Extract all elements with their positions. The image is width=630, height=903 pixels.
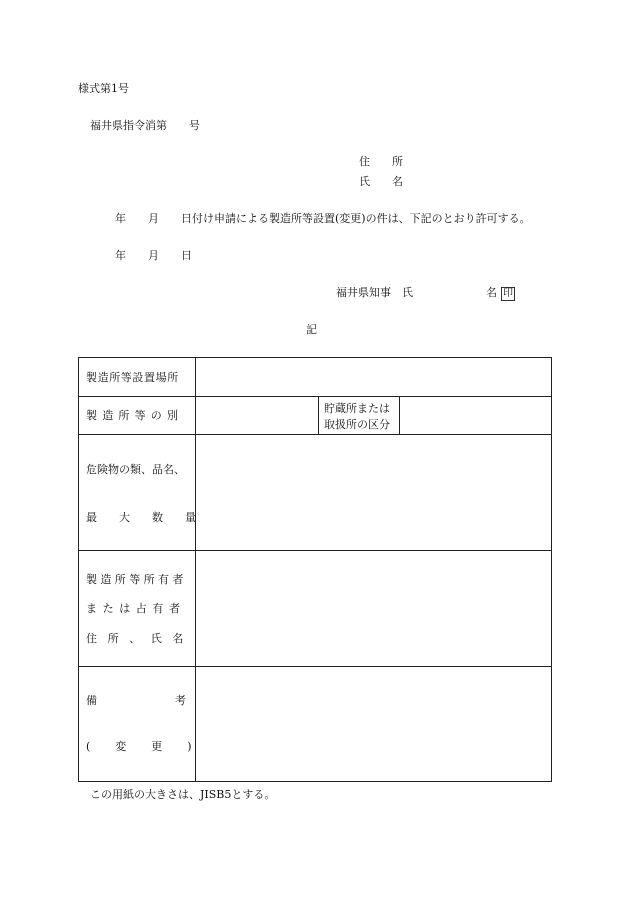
remarks-label: 備考 (86, 694, 264, 707)
type-label: 製造所等の別 (86, 409, 184, 422)
owner-label-line3: 住所、氏名 (86, 632, 194, 645)
hazmat-label-line1: 危険物の類、品名、 (86, 463, 185, 476)
remarks-sub-label: (変更) (86, 740, 217, 753)
governor-name-suffix: 名 (486, 286, 497, 299)
governor-title: 福井県知事 氏 (336, 286, 413, 299)
storage-label-line1: 貯蔵所または (324, 402, 390, 415)
column-divider (318, 396, 319, 434)
row-divider (79, 666, 551, 667)
address-label: 住 所 (359, 155, 403, 168)
ki-heading: 記 (306, 323, 317, 336)
column-divider (399, 396, 400, 434)
storage-label-line2: 取扱所の区分 (324, 418, 390, 431)
row-divider (79, 434, 551, 435)
owner-label-line2: または占有者 (86, 602, 186, 615)
seal-mark: 印 (503, 288, 513, 299)
type-value (201, 402, 313, 430)
storage-value (405, 402, 545, 430)
hazmat-value (201, 440, 547, 544)
date-line: 年 月 日 (115, 249, 192, 262)
column-divider (195, 358, 196, 781)
hazmat-label-line2: 最大数量 (86, 511, 218, 524)
permit-table (78, 357, 552, 782)
body-text: 年 月 日付け申請による製造所等設置(変更)の件は、下記のとおり許可する。 (115, 212, 531, 225)
name-label: 氏 名 (359, 175, 403, 188)
location-value (201, 364, 551, 392)
owner-label-line1: 製造所等所有者 (86, 573, 187, 586)
location-label: 製造所等設置場所 (86, 371, 179, 384)
footer-note: この用紙の大きさは、JISB5とする。 (90, 788, 276, 801)
remarks-value (201, 672, 547, 776)
row-divider (79, 396, 551, 397)
issuance-number: 福井県指令消第 号 (90, 119, 200, 132)
governor-name-block (486, 287, 515, 301)
form-number: 様式第1号 (78, 82, 129, 95)
row-divider (79, 550, 551, 551)
owner-value (201, 556, 547, 660)
